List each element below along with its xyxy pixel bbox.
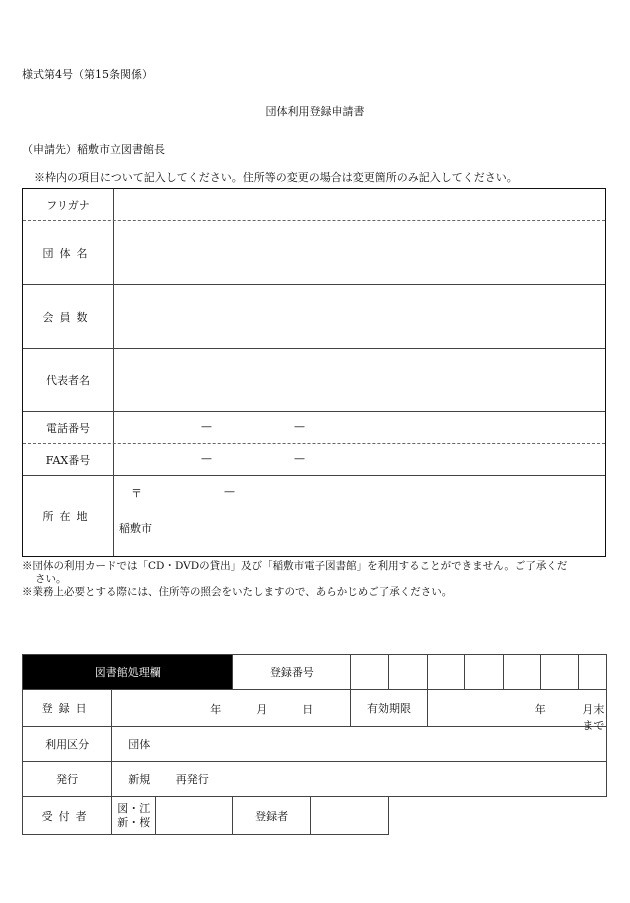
library-header-row: [23, 655, 607, 690]
reg-date-row: [23, 690, 607, 727]
phone-dash-1: —: [201, 420, 212, 433]
usage-type-row: [23, 727, 607, 762]
validity-year: 年: [534, 703, 546, 716]
representative-label: 代表者名: [23, 349, 114, 411]
recipient: （申請先）稲敷市立図書館長: [22, 143, 165, 156]
address-field[interactable]: [114, 476, 605, 556]
furigana-label: フリガナ: [23, 189, 114, 220]
fax-row: [23, 443, 605, 475]
reg-number-digit[interactable]: [427, 655, 465, 690]
fax-field[interactable]: [114, 444, 605, 475]
validity-field[interactable]: [427, 690, 606, 732]
issue-options: [112, 762, 607, 797]
reg-month: 月: [256, 703, 268, 716]
issue-label: 発行: [23, 762, 112, 797]
reg-number-digit[interactable]: [541, 655, 579, 690]
reg-number-digit[interactable]: [351, 655, 389, 690]
group-name-field[interactable]: [114, 221, 605, 284]
instruction: ※枠内の項目について記入してください。住所等の変更の場合は変更箇所のみ記入してください。: [34, 171, 518, 184]
reg-number-digit[interactable]: [503, 655, 541, 690]
group-name-label: 団体名: [23, 221, 114, 284]
branch-line-1: 図・江: [117, 801, 151, 815]
reg-number-label: 登録番号: [233, 655, 351, 690]
reg-number-digit[interactable]: [578, 655, 606, 690]
reg-date-label: 登録日: [23, 690, 112, 727]
registrar-field[interactable]: [310, 797, 388, 835]
phone-row: [23, 411, 605, 443]
issue-row: [23, 762, 607, 797]
note-2: ※業務上必要とする際には、住所等の照会をいたしますので、あらかじめご了承ください。: [22, 586, 453, 598]
validity-month-end: 月末まで: [582, 703, 605, 732]
furigana-row: [23, 189, 605, 220]
note-1-line-1: ※団体の利用カードでは「CD・DVDの貸出」及び「稲敷市電子図書館」を利用することができません。ご了承くだ: [22, 560, 568, 572]
members-field[interactable]: [114, 285, 605, 348]
application-form: [22, 188, 606, 557]
library-processing-table: [22, 654, 607, 835]
reg-day: 日: [302, 703, 314, 716]
phone-dash-2: —: [294, 420, 305, 433]
reg-number-digit[interactable]: [389, 655, 428, 690]
issue-new[interactable]: 新規: [128, 773, 151, 786]
usage-type-label: 利用区分: [23, 727, 112, 762]
reg-year: 年: [210, 703, 222, 716]
postal-mark: 〒: [131, 487, 142, 500]
branch-line-2: 新・桜: [117, 815, 151, 829]
phone-field[interactable]: [114, 412, 605, 443]
receiver-label: 受付者: [23, 797, 112, 835]
branch-options[interactable]: [112, 797, 156, 835]
registrar-label: 登録者: [233, 797, 310, 835]
receiver-field[interactable]: [156, 797, 233, 835]
representative-field[interactable]: [114, 349, 605, 411]
form-title: 団体利用登録申請書: [265, 105, 365, 118]
reg-number-digit[interactable]: [465, 655, 504, 690]
phone-label: 電話番号: [23, 412, 114, 443]
address-label: 所在地: [23, 476, 114, 556]
fax-label: FAX番号: [23, 444, 114, 475]
postal-dash: —: [224, 485, 235, 498]
receiver-row: [23, 797, 607, 835]
note-1-line-2: さい。: [35, 573, 67, 585]
validity-label: 有効期限: [351, 690, 427, 727]
fax-dash-2: —: [294, 452, 305, 465]
usage-type-value: 団体: [112, 727, 607, 762]
issue-reissue[interactable]: 再発行: [175, 773, 209, 786]
members-row: [23, 284, 605, 348]
furigana-field[interactable]: [114, 189, 605, 220]
address-row: [23, 475, 605, 556]
fax-dash-1: —: [201, 452, 212, 465]
members-label: 会員数: [23, 285, 114, 348]
group-name-row: [23, 220, 605, 284]
library-header-label: 図書館処理欄: [23, 655, 233, 690]
form-number: 様式第4号（第15条関係）: [22, 68, 153, 81]
reg-date-field[interactable]: [112, 690, 351, 727]
representative-row: [23, 348, 605, 411]
city-prefix: 稲敷市: [119, 522, 152, 535]
